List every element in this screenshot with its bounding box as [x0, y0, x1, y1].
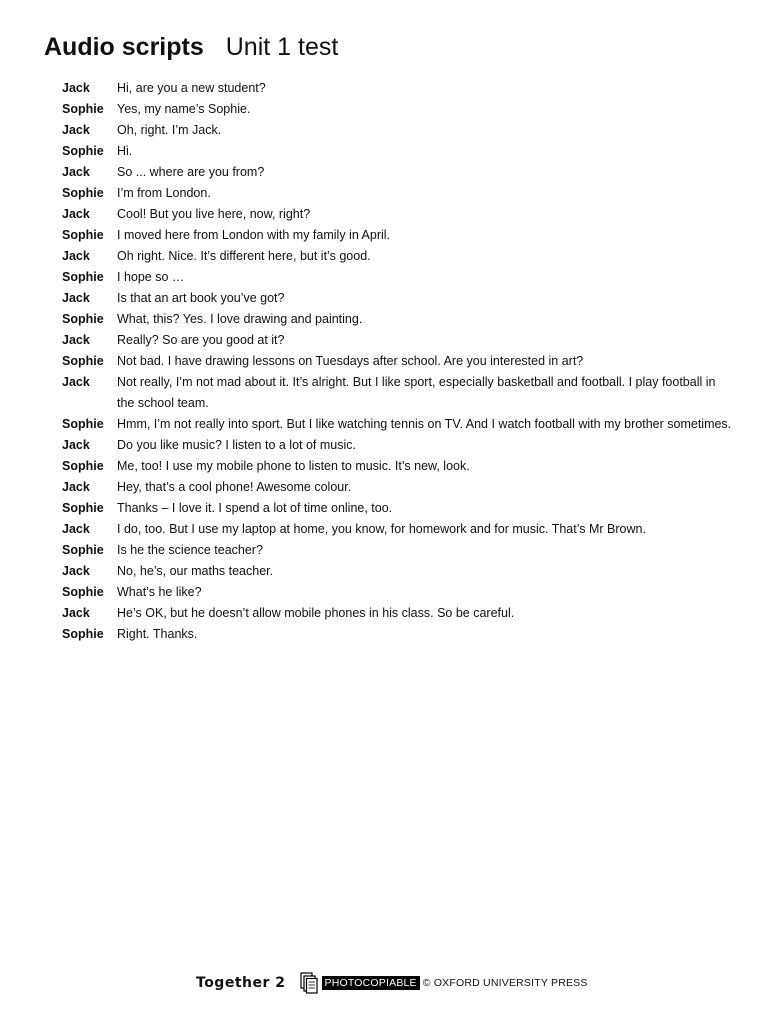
page-footer: [196, 972, 588, 994]
speaker-name: Jack: [62, 522, 90, 536]
script-line: [62, 624, 732, 645]
speaker-name: Sophie: [62, 102, 104, 116]
speech-text: What, this? Yes. I love drawing and painting.: [117, 312, 363, 326]
speech-text: Not bad. I have drawing lessons on Tuesdays after school. Are you interested in art?: [117, 354, 584, 368]
speaker-name: Sophie: [62, 501, 104, 515]
speech-text: I’m from London.: [117, 186, 211, 200]
speaker-name: Jack: [62, 438, 90, 452]
speaker-name: Sophie: [62, 417, 104, 431]
page-title: Audio scripts: [44, 33, 204, 61]
page-heading: [44, 30, 338, 64]
speaker-name: Sophie: [62, 354, 104, 368]
script-line: [62, 603, 732, 624]
speech-text: Hi.: [117, 144, 133, 158]
script-line: [62, 561, 732, 582]
speech-text: I hope so …: [117, 270, 185, 284]
speaker-name: Jack: [62, 81, 90, 95]
brand-logo: Together 2: [196, 975, 286, 991]
script-line: [62, 162, 732, 183]
speech-text: Right. Thanks.: [117, 627, 198, 641]
speaker-name: Jack: [62, 606, 90, 620]
speech-text: Do you like music? I listen to a lot of music.: [117, 438, 356, 452]
speech-text: Really? So are you good at it?: [117, 333, 285, 347]
script-line: [62, 498, 732, 519]
speech-text: Yes, my name’s Sophie.: [117, 102, 251, 116]
speaker-name: Jack: [62, 249, 90, 263]
speech-text: Not really, I’m not mad about it. It’s alright. But I like sport, especially basketball and football. I play football in the school team.: [117, 375, 716, 410]
speech-text: Hey, that’s a cool phone! Awesome colour.: [117, 480, 352, 494]
speaker-name: Sophie: [62, 543, 104, 557]
script-line: [62, 246, 732, 267]
script-line: [62, 267, 732, 288]
speech-text: I moved here from London with my family in April.: [117, 228, 391, 242]
script-line: [62, 330, 732, 351]
script-line: [62, 414, 732, 435]
speech-text: Oh, right. I’m Jack.: [117, 123, 222, 137]
speaker-name: Sophie: [62, 144, 104, 158]
speaker-name: Jack: [62, 207, 90, 221]
speech-text: Me, too! I use my mobile phone to listen to music. It’s new, look.: [117, 459, 470, 473]
speech-text: What’s he like?: [117, 585, 202, 599]
speaker-name: Jack: [62, 333, 90, 347]
script-line: [62, 435, 732, 456]
speaker-name: Jack: [62, 564, 90, 578]
script-line: [62, 519, 732, 540]
script-line: [62, 309, 732, 330]
speech-text: Is that an art book you’ve got?: [117, 291, 285, 305]
speech-text: He’s OK, but he doesn’t allow mobile phones in his class. So be careful.: [117, 606, 515, 620]
speaker-name: Jack: [62, 165, 90, 179]
speech-text: Thanks – I love it. I spend a lot of time online, too.: [117, 501, 393, 515]
speaker-name: Sophie: [62, 228, 104, 242]
speech-text: Hmm, I’m not really into sport. But I like watching tennis on TV. And I watch football with my brother sometimes.: [117, 417, 732, 431]
speaker-name: Sophie: [62, 312, 104, 326]
speech-text: Oh right. Nice. It’s different here, but it’s good.: [117, 249, 371, 263]
speaker-name: Sophie: [62, 459, 104, 473]
speech-text: Hi, are you a new student?: [117, 81, 266, 95]
script-line: [62, 456, 732, 477]
script-line: [62, 477, 732, 498]
script-line: [62, 540, 732, 561]
script-line: [62, 183, 732, 204]
script-line: [62, 288, 732, 309]
publisher-notice: © OXFORD UNIVERSITY PRESS: [422, 977, 588, 989]
page-subtitle: Unit 1 test: [225, 33, 339, 61]
speaker-name: Jack: [62, 480, 90, 494]
script-line: [62, 204, 732, 225]
speech-text: No, he’s, our maths teacher.: [117, 564, 274, 578]
speaker-name: Sophie: [62, 627, 104, 641]
speaker-name: Jack: [62, 375, 90, 389]
speaker-name: Jack: [62, 123, 90, 137]
speaker-name: Sophie: [62, 585, 104, 599]
audio-script: [62, 78, 732, 645]
script-line: [62, 372, 732, 414]
speaker-name: Sophie: [62, 186, 104, 200]
script-line: [62, 225, 732, 246]
script-line: [62, 582, 732, 603]
script-line: [62, 141, 732, 162]
speech-text: I do, too. But I use my laptop at home, you know, for homework and for music. That’s Mr Brown.: [117, 522, 646, 536]
speech-text: So ... where are you from?: [117, 165, 265, 179]
speech-text: Is he the science teacher?: [117, 543, 263, 557]
script-line: [62, 99, 732, 120]
script-line: [62, 351, 732, 372]
photocopiable-badge: PHOTOCOPIABLE: [322, 976, 420, 990]
speaker-name: Sophie: [62, 270, 104, 284]
script-line: [62, 78, 732, 99]
speech-text: Cool! But you live here, now, right?: [117, 207, 311, 221]
photocopy-icon: [300, 972, 318, 994]
speaker-name: Jack: [62, 291, 90, 305]
script-line: [62, 120, 732, 141]
